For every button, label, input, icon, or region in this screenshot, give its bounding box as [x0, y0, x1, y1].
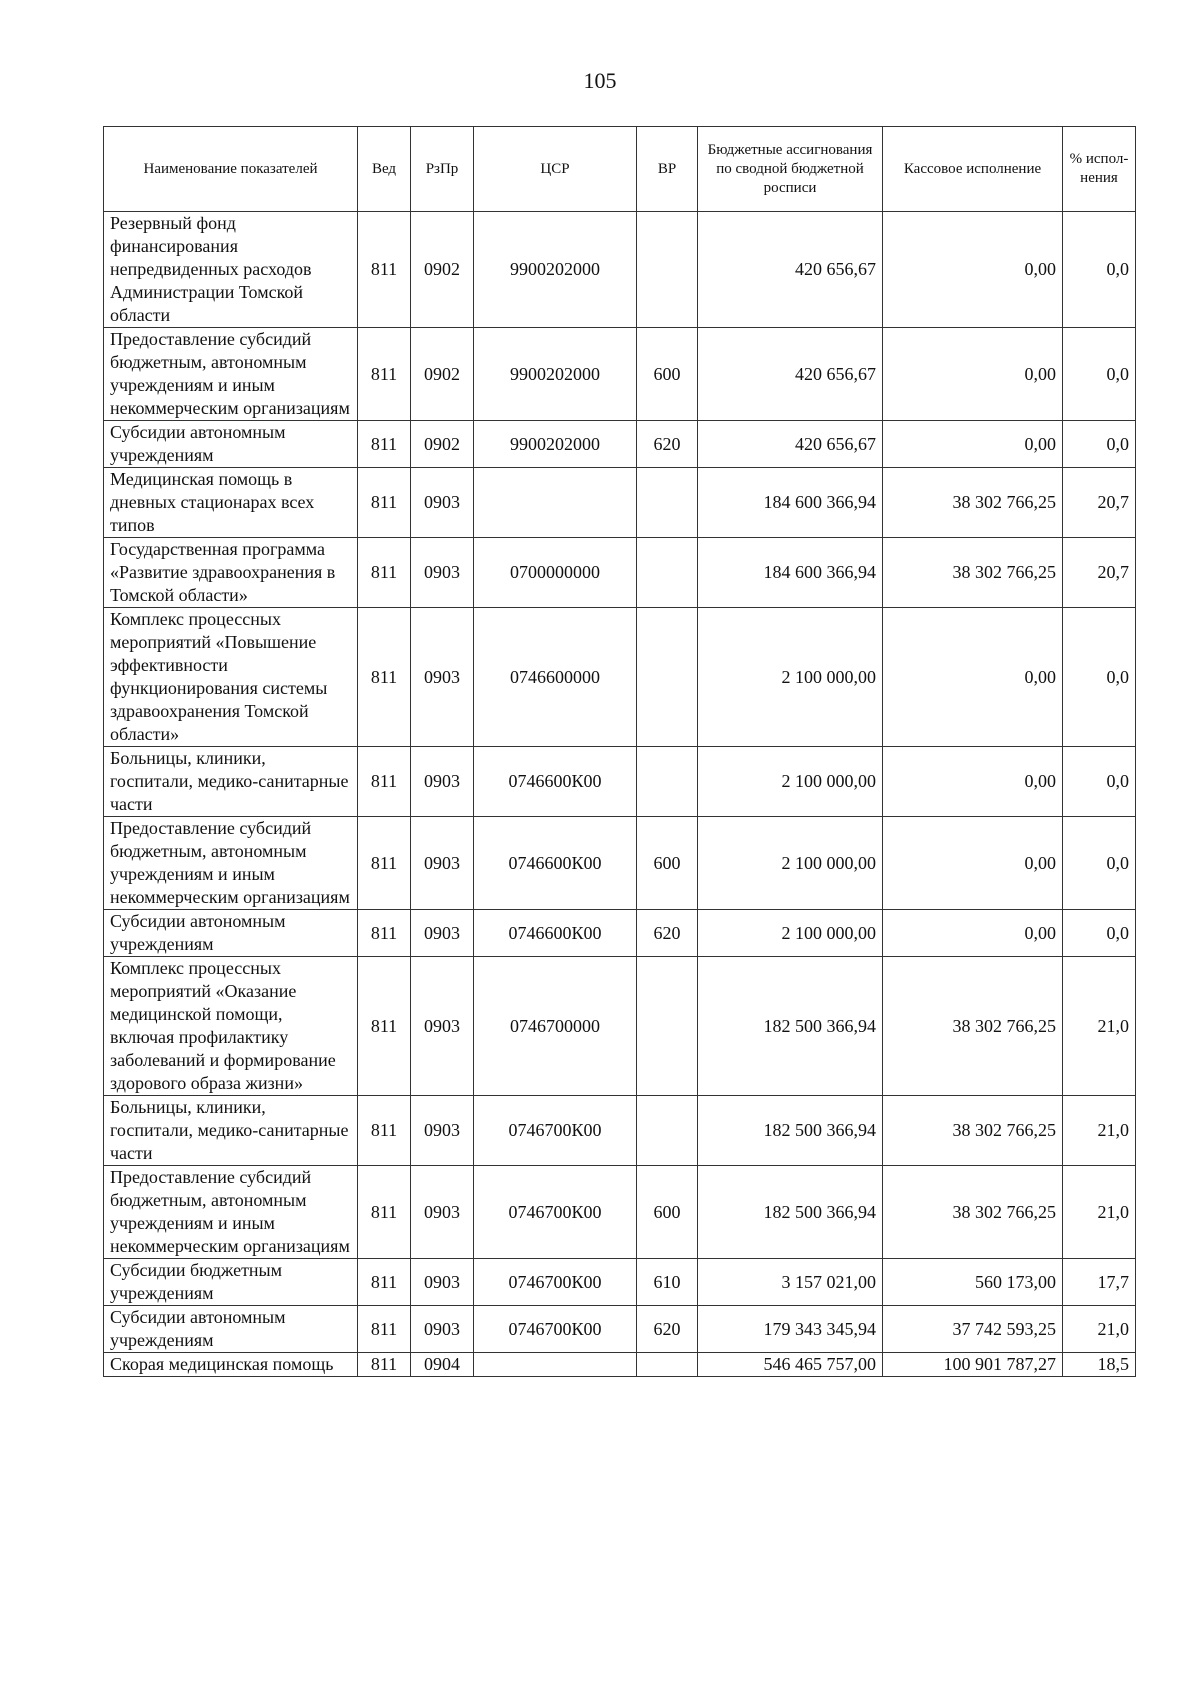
header-vr: ВР [637, 127, 698, 212]
cell-vr [637, 608, 698, 747]
cell-name: Предоставление субсидий бюджетным, автономным учреждениям и иным некоммерческим организациям [104, 817, 358, 910]
cell-budget: 184 600 366,94 [698, 468, 883, 538]
cell-ved: 811 [358, 957, 411, 1096]
cell-cash: 38 302 766,25 [883, 957, 1063, 1096]
cell-cash: 38 302 766,25 [883, 538, 1063, 608]
cell-name: Скорая медицинская помощь [104, 1353, 358, 1377]
cell-rzpr: 0904 [411, 1353, 474, 1377]
cell-budget: 182 500 366,94 [698, 1166, 883, 1259]
cell-percent: 0,0 [1063, 212, 1136, 328]
cell-vr: 610 [637, 1259, 698, 1306]
cell-ved: 811 [358, 1166, 411, 1259]
header-name: Наименование показателей [104, 127, 358, 212]
cell-vr: 620 [637, 1306, 698, 1353]
cell-cash: 38 302 766,25 [883, 468, 1063, 538]
cell-vr: 620 [637, 910, 698, 957]
table-row [104, 421, 1136, 468]
cell-budget: 2 100 000,00 [698, 817, 883, 910]
cell-csr: 9900202000 [474, 212, 637, 328]
cell-budget: 420 656,67 [698, 421, 883, 468]
cell-rzpr: 0902 [411, 328, 474, 421]
cell-budget: 546 465 757,00 [698, 1353, 883, 1377]
cell-vr [637, 1096, 698, 1166]
cell-csr: 0746600К00 [474, 817, 637, 910]
cell-budget: 420 656,67 [698, 328, 883, 421]
page-number: 105 [583, 68, 617, 93]
cell-name: Больницы, клиники, госпитали, медико-санитарные части [104, 747, 358, 817]
table-row [104, 747, 1136, 817]
cell-budget: 184 600 366,94 [698, 538, 883, 608]
cell-rzpr: 0903 [411, 608, 474, 747]
table-row [104, 328, 1136, 421]
cell-vr: 600 [637, 817, 698, 910]
cell-rzpr: 0903 [411, 747, 474, 817]
cell-percent: 20,7 [1063, 538, 1136, 608]
cell-vr: 600 [637, 1166, 698, 1259]
cell-cash: 0,00 [883, 910, 1063, 957]
cell-rzpr: 0903 [411, 1306, 474, 1353]
table-row [104, 1259, 1136, 1306]
cell-rzpr: 0903 [411, 1166, 474, 1259]
cell-ved: 811 [358, 538, 411, 608]
cell-csr: 9900202000 [474, 421, 637, 468]
cell-percent: 21,0 [1063, 1096, 1136, 1166]
cell-csr: 0700000000 [474, 538, 637, 608]
table-row [104, 957, 1136, 1096]
cell-name: Резервный фонд финансирования непредвиденных расходов Администрации Томской области [104, 212, 358, 328]
cell-cash: 0,00 [883, 747, 1063, 817]
header-rzpr: РзПр [411, 127, 474, 212]
cell-csr: 0746700000 [474, 957, 637, 1096]
cell-ved: 811 [358, 212, 411, 328]
table-row [104, 817, 1136, 910]
cell-cash: 0,00 [883, 212, 1063, 328]
cell-name: Государственная программа «Развитие здравоохранения в Томской области» [104, 538, 358, 608]
cell-budget: 2 100 000,00 [698, 910, 883, 957]
cell-rzpr: 0903 [411, 817, 474, 910]
table-row [104, 538, 1136, 608]
cell-ved: 811 [358, 1353, 411, 1377]
cell-budget: 2 100 000,00 [698, 608, 883, 747]
cell-percent: 0,0 [1063, 608, 1136, 747]
cell-ved: 811 [358, 910, 411, 957]
header-cash: Кассовое исполнение [883, 127, 1063, 212]
table-row [104, 1306, 1136, 1353]
cell-cash: 37 742 593,25 [883, 1306, 1063, 1353]
cell-cash: 0,00 [883, 608, 1063, 747]
table-row [104, 212, 1136, 328]
cell-rzpr: 0903 [411, 957, 474, 1096]
cell-cash: 560 173,00 [883, 1259, 1063, 1306]
cell-ved: 811 [358, 468, 411, 538]
cell-name: Субсидии автономным учреждениям [104, 421, 358, 468]
cell-percent: 20,7 [1063, 468, 1136, 538]
cell-budget: 420 656,67 [698, 212, 883, 328]
cell-ved: 811 [358, 1306, 411, 1353]
cell-csr: 0746600К00 [474, 910, 637, 957]
cell-rzpr: 0903 [411, 468, 474, 538]
cell-vr [637, 468, 698, 538]
cell-vr [637, 538, 698, 608]
cell-name: Комплекс процессных мероприятий «Повышение эффективности функционирования системы здравоохранения Томской области» [104, 608, 358, 747]
cell-name: Предоставление субсидий бюджетным, автономным учреждениям и иным некоммерческим организациям [104, 1166, 358, 1259]
cell-vr [637, 1353, 698, 1377]
cell-cash: 100 901 787,27 [883, 1353, 1063, 1377]
cell-rzpr: 0903 [411, 1259, 474, 1306]
cell-ved: 811 [358, 817, 411, 910]
cell-csr: 0746700К00 [474, 1306, 637, 1353]
cell-name: Больницы, клиники, госпитали, медико-санитарные части [104, 1096, 358, 1166]
cell-percent: 18,5 [1063, 1353, 1136, 1377]
cell-rzpr: 0902 [411, 421, 474, 468]
cell-cash: 38 302 766,25 [883, 1096, 1063, 1166]
table-header [104, 127, 1136, 212]
table-row [104, 468, 1136, 538]
cell-budget: 182 500 366,94 [698, 957, 883, 1096]
cell-name: Предоставление субсидий бюджетным, автономным учреждениям и иным некоммерческим организациям [104, 328, 358, 421]
cell-csr: 0746600000 [474, 608, 637, 747]
cell-csr: 9900202000 [474, 328, 637, 421]
table-body [104, 212, 1136, 1377]
header-budget: Бюджетные ассигнования по сводной бюджетной росписи [698, 127, 883, 212]
cell-rzpr: 0902 [411, 212, 474, 328]
table-row [104, 608, 1136, 747]
table-row [104, 1166, 1136, 1259]
cell-name: Субсидии автономным учреждениям [104, 910, 358, 957]
cell-ved: 811 [358, 421, 411, 468]
cell-rzpr: 0903 [411, 910, 474, 957]
header-row [104, 127, 1136, 212]
cell-csr [474, 468, 637, 538]
header-ved: Вед [358, 127, 411, 212]
cell-ved: 811 [358, 1259, 411, 1306]
cell-budget: 179 343 345,94 [698, 1306, 883, 1353]
cell-rzpr: 0903 [411, 538, 474, 608]
cell-csr: 0746700К00 [474, 1166, 637, 1259]
cell-cash: 0,00 [883, 421, 1063, 468]
header-csr: ЦСР [474, 127, 637, 212]
cell-percent: 0,0 [1063, 328, 1136, 421]
cell-ved: 811 [358, 747, 411, 817]
cell-vr [637, 957, 698, 1096]
table-row [104, 910, 1136, 957]
cell-cash: 0,00 [883, 328, 1063, 421]
cell-csr: 0746700К00 [474, 1259, 637, 1306]
table-row [104, 1096, 1136, 1166]
cell-cash: 38 302 766,25 [883, 1166, 1063, 1259]
cell-percent: 21,0 [1063, 1166, 1136, 1259]
table-row [104, 1353, 1136, 1377]
cell-name: Субсидии автономным учреждениям [104, 1306, 358, 1353]
cell-percent: 0,0 [1063, 817, 1136, 910]
budget-execution-table [103, 126, 1136, 1377]
cell-name: Комплекс процессных мероприятий «Оказание медицинской помощи, включая профилактику заболеваний и формирование здорового образа жизни» [104, 957, 358, 1096]
cell-percent: 21,0 [1063, 1306, 1136, 1353]
cell-rzpr: 0903 [411, 1096, 474, 1166]
cell-vr: 620 [637, 421, 698, 468]
cell-vr: 600 [637, 328, 698, 421]
cell-csr: 0746700К00 [474, 1096, 637, 1166]
cell-percent: 0,0 [1063, 910, 1136, 957]
cell-ved: 811 [358, 608, 411, 747]
cell-percent: 0,0 [1063, 421, 1136, 468]
cell-ved: 811 [358, 1096, 411, 1166]
cell-name: Субсидии бюджетным учреждениям [104, 1259, 358, 1306]
header-percent: % испол-нения [1063, 127, 1136, 212]
cell-budget: 182 500 366,94 [698, 1096, 883, 1166]
cell-cash: 0,00 [883, 817, 1063, 910]
cell-csr [474, 1353, 637, 1377]
cell-vr [637, 747, 698, 817]
cell-percent: 17,7 [1063, 1259, 1136, 1306]
cell-percent: 21,0 [1063, 957, 1136, 1096]
cell-csr: 0746600К00 [474, 747, 637, 817]
cell-name: Медицинская помощь в дневных стационарах всех типов [104, 468, 358, 538]
cell-ved: 811 [358, 328, 411, 421]
cell-vr [637, 212, 698, 328]
cell-budget: 3 157 021,00 [698, 1259, 883, 1306]
cell-percent: 0,0 [1063, 747, 1136, 817]
cell-budget: 2 100 000,00 [698, 747, 883, 817]
